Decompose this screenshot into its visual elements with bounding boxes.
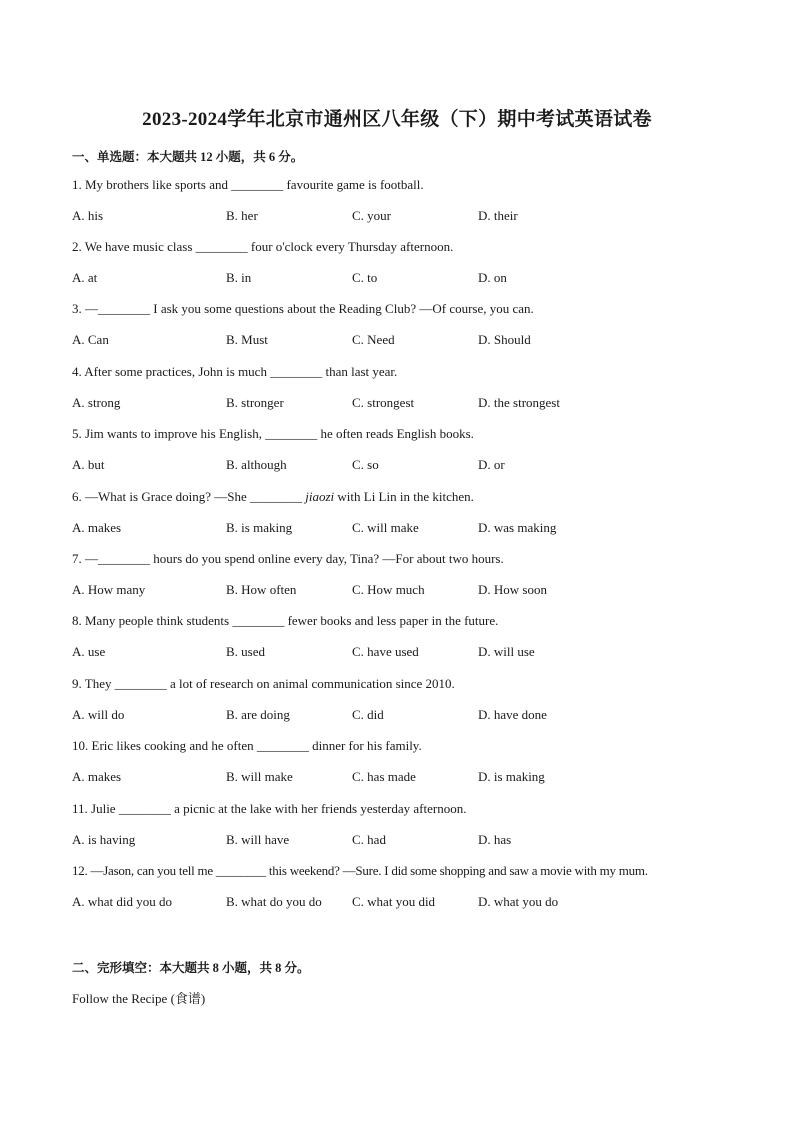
section-2-heading: 二、完形填空：本大题共 8 小题，共 8 分。: [72, 961, 310, 975]
option-c: C. did: [352, 707, 384, 722]
option-c: C. Need: [352, 332, 395, 347]
option-a: A. How many: [72, 582, 146, 597]
passage-title: Follow the Recipe (食谱): [72, 991, 206, 1006]
question-9: 9. They ________ a lot of research on animal communication since 2010.: [72, 676, 455, 691]
question-2-options: [72, 270, 732, 288]
option-b: B. her: [226, 208, 258, 223]
option-a: A. makes: [72, 520, 122, 535]
option-a: A. at: [72, 270, 98, 285]
question-1: 1. My brothers like sports and ________ favourite game is football.: [72, 177, 424, 192]
question-6: 6. —What is Grace doing? —She ________ jiaozi with Li Lin in the kitchen.: [72, 489, 474, 504]
option-c: C. what you did: [352, 894, 436, 909]
option-b: B. in: [226, 270, 252, 285]
option-a: A. makes: [72, 769, 122, 784]
question-10: 10. Eric likes cooking and he often ________ dinner for his family.: [72, 738, 422, 753]
option-c: C. to: [352, 270, 378, 285]
question-7: 7. —________ hours do you spend online every day, Tina? —For about two hours.: [72, 551, 504, 566]
option-b: B. are doing: [226, 707, 290, 722]
option-b: B. used: [226, 644, 265, 659]
question-6-options: [72, 520, 732, 538]
option-c: C. will make: [352, 520, 419, 535]
question-8: 8. Many people think students ________ fewer books and less paper in the future.: [72, 613, 499, 628]
option-b: B. is making: [226, 520, 293, 535]
option-b: B. How often: [226, 582, 297, 597]
option-c: C. How much: [352, 582, 425, 597]
option-b: B. what do you do: [226, 894, 322, 909]
question-8-options: [72, 644, 732, 662]
option-d: D. their: [478, 208, 518, 223]
option-d: D. what you do: [478, 894, 559, 909]
question-5-options: [72, 457, 732, 475]
option-a: A. is having: [72, 832, 136, 847]
question-4-options: [72, 395, 732, 413]
option-d: D. have done: [478, 707, 547, 722]
question-4: 4. After some practices, John is much ________ than last year.: [72, 364, 398, 379]
option-d: D. the strongest: [478, 395, 560, 410]
question-3-options: [72, 332, 732, 350]
question-2: 2. We have music class ________ four o'clock every Thursday afternoon.: [72, 239, 454, 254]
option-c: C. had: [352, 832, 386, 847]
option-c: C. strongest: [352, 395, 415, 410]
option-b: B. will make: [226, 769, 293, 784]
option-d: D. was making: [478, 520, 557, 535]
option-d: D. will use: [478, 644, 535, 659]
question-3: 3. —________ I ask you some questions about the Reading Club? —Of course, you can.: [72, 301, 534, 316]
option-b: B. Must: [226, 332, 268, 347]
option-a: A. Can: [72, 332, 109, 347]
option-d: D. How soon: [478, 582, 547, 597]
option-d: D. or: [478, 457, 505, 472]
option-d: D. is making: [478, 769, 545, 784]
question-9-options: [72, 707, 732, 725]
question-11: 11. Julie ________ a picnic at the lake with her friends yesterday afternoon.: [72, 801, 467, 816]
option-b: B. will have: [226, 832, 290, 847]
option-a: A. his: [72, 208, 104, 223]
option-d: D. has: [478, 832, 512, 847]
option-d: D. Should: [478, 332, 531, 347]
question-12: 12. —Jason, can you tell me ________ this weekend? —Sure. I did some shopping and saw a movie with my mum.: [72, 863, 648, 878]
question-12-options: [72, 894, 732, 912]
italic-term: jiaozi: [305, 489, 335, 504]
question-1-options: [72, 208, 732, 226]
section-1-heading: 一、单选题：本大题共 12 小题，共 6 分。: [72, 150, 304, 164]
option-a: A. use: [72, 644, 106, 659]
exam-title: 2023-2024学年北京市通州区八年级（下）期中考试英语试卷: [142, 109, 652, 130]
option-c: C. has made: [352, 769, 416, 784]
option-b: B. stronger: [226, 395, 284, 410]
option-c: C. have used: [352, 644, 419, 659]
question-11-options: [72, 832, 732, 850]
question-5: 5. Jim wants to improve his English, ________ he often reads English books.: [72, 426, 474, 441]
option-d: D. on: [478, 270, 507, 285]
option-b: B. although: [226, 457, 287, 472]
question-10-options: [72, 769, 732, 787]
option-a: A. will do: [72, 707, 125, 722]
option-c: C. your: [352, 208, 391, 223]
option-a: A. what did you do: [72, 894, 173, 909]
question-7-options: [72, 582, 732, 600]
option-a: A. strong: [72, 395, 121, 410]
option-a: A. but: [72, 457, 105, 472]
option-c: C. so: [352, 457, 379, 472]
